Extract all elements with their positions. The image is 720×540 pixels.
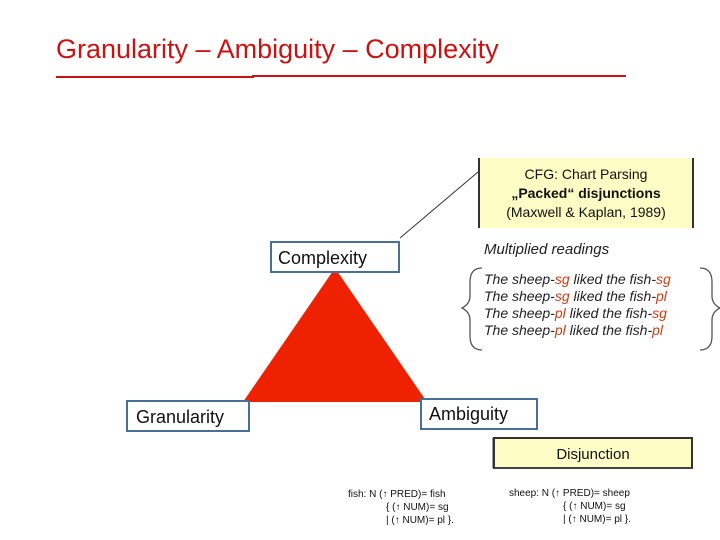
- reading-number-marker: sg: [656, 271, 671, 287]
- disjunction-label: Disjunction: [556, 446, 630, 463]
- lexicon-line: sheep: N (↑ PRED)= sheep: [509, 488, 630, 499]
- multiplied-readings-label: Multiplied readings: [484, 241, 610, 258]
- complexity-triangle: [243, 268, 427, 402]
- disjunction-note-box: [493, 437, 693, 469]
- reading-number-marker: sg: [554, 271, 570, 287]
- reading-number-marker: pl: [652, 322, 664, 338]
- reading-item: [484, 288, 671, 305]
- reading-middle: liked the fish-: [565, 305, 653, 321]
- readings-list: [484, 271, 671, 339]
- reading-number-marker: pl: [554, 305, 566, 321]
- right-curly-brace: [700, 268, 720, 350]
- reading-prefix: The sheep-: [484, 322, 555, 338]
- lexicon-line: { (↑ NUM)= sg: [386, 502, 449, 513]
- lexicon-line: fish: N (↑ PRED)= fish: [348, 489, 446, 500]
- reading-prefix: The sheep-: [484, 288, 555, 304]
- reading-number-marker: pl: [554, 322, 566, 338]
- page-title: Granularity – Ambiguity – Complexity: [56, 34, 499, 64]
- reading-item: [484, 322, 671, 339]
- reading-middle: liked the fish-: [569, 288, 656, 304]
- reading-number-marker: pl: [656, 288, 667, 304]
- reading-number-marker: sg: [652, 305, 667, 321]
- reading-prefix: The sheep-: [484, 271, 555, 287]
- reading-prefix: The sheep-: [484, 305, 555, 321]
- cfg-note-line2: „Packed“ disjunctions: [511, 185, 661, 201]
- reading-item: [484, 271, 671, 288]
- lexicon-line: | (↑ NUM)= pl }.: [386, 515, 454, 526]
- lexicon-line: | (↑ NUM)= pl }.: [563, 514, 631, 525]
- cfg-note-line1: CFG: Chart Parsing: [524, 166, 648, 182]
- reading-number-marker: sg: [554, 288, 570, 304]
- ambiguity-label: Ambiguity: [420, 398, 538, 430]
- cfg-callout-line: [400, 172, 478, 238]
- reading-middle: liked the fish-: [565, 322, 653, 338]
- lexicon-line: { (↑ NUM)= sg: [563, 501, 626, 512]
- fish-lexical-entry: [348, 488, 454, 527]
- granularity-label: Granularity: [126, 400, 250, 432]
- reading-middle: liked the fish-: [569, 271, 656, 287]
- cfg-note-line3: (Maxwell & Kaplan, 1989): [506, 204, 666, 220]
- left-curly-brace: [462, 268, 482, 350]
- complexity-label: Complexity: [270, 241, 400, 273]
- sheep-lexical-entry: [509, 487, 631, 526]
- reading-item: [484, 305, 671, 322]
- cfg-note-box: [478, 158, 694, 228]
